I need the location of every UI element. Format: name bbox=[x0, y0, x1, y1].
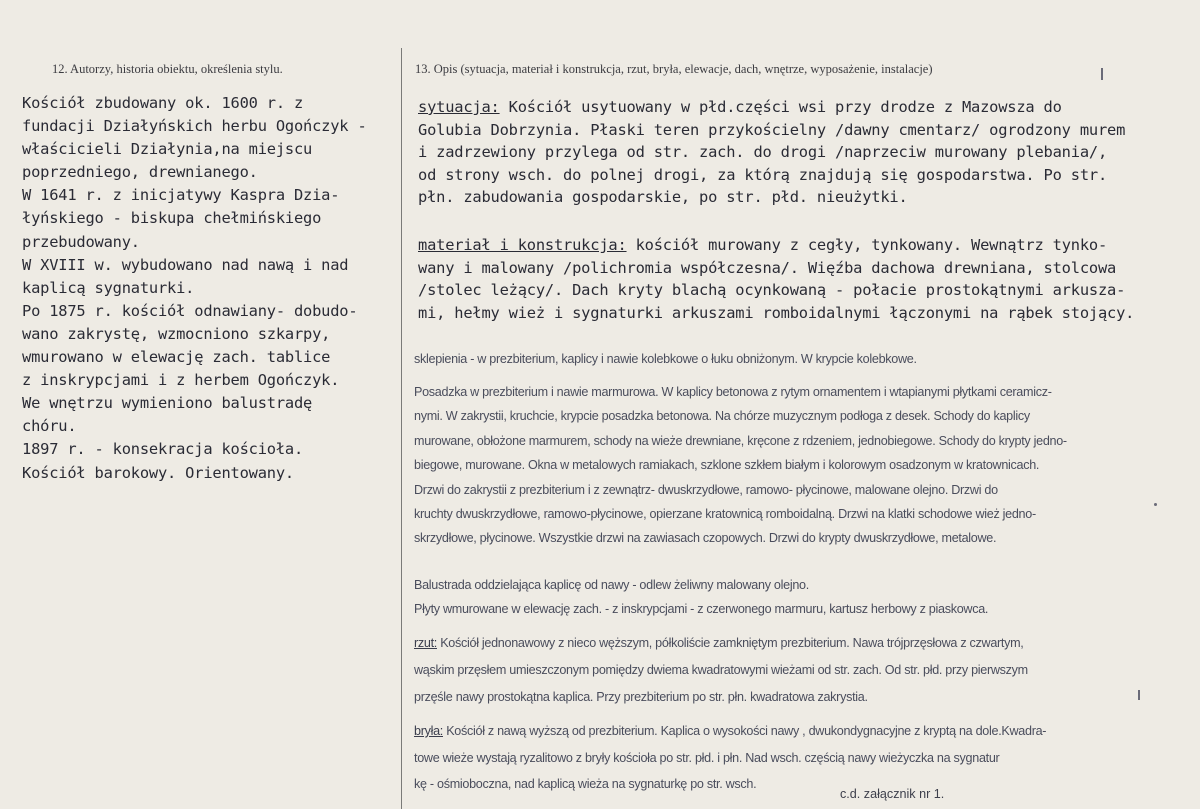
pen-mark bbox=[1101, 68, 1103, 80]
description-paragraph bbox=[414, 380, 1198, 551]
paragraph-line bbox=[414, 630, 1198, 657]
history-line: właścicieli Działynia,na miejscu bbox=[22, 140, 313, 159]
paragraph-line bbox=[418, 234, 1198, 257]
history-line: wmurowano w elewację zach. tablice bbox=[22, 348, 331, 367]
paragraph-line: nymi. W zakrystii, kruchcie, krypcie posadzka betonowa. Na chórze muzycznym podłoga z desek. Schody do kaplicy bbox=[414, 409, 1030, 424]
sytuacja-paragraph bbox=[418, 96, 1198, 209]
paragraph-line: od strony wsch. do polnej drogi, za którą znajdują się gospodarstwa. Po str. bbox=[418, 165, 1108, 184]
paragraph-line: towe wieże wystają ryzalitowo z bryły kościoła po str. płd. i płn. Nad wsch. częścią nawy wieżyczka na sygnatur bbox=[414, 750, 1000, 765]
paragraph-line: kę - ośmioboczna, nad kaplicą wieża na sygnaturkę po str. wsch. bbox=[414, 777, 757, 791]
line-text: kościół murowany z cegły, tynkowany. Wewnątrz tynko- bbox=[626, 236, 1108, 254]
line-text: Kościół z nawą wyższą od prezbiterium. Kaplica o wysokości nawy , dwukondygnacyjne z kryptą na dole.Kwadra- bbox=[443, 724, 1047, 738]
history-line: wano zakrystę, wzmocniono szkarpy, bbox=[22, 324, 331, 343]
paragraph-line: kruchty dwuskrzydłowe, ramowo-płycinowe, opierzane kratownicą romboidalną. Drzwi na klatki schodowe wież jedno- bbox=[414, 506, 1036, 521]
paragraph-line: i zadrzewiony przylega od str. zach. do drogi /naprzeciw murowany plebania/, bbox=[418, 143, 1108, 161]
history-line: Kościół zbudowany ok. 1600 r. z bbox=[22, 94, 304, 112]
paragraph-line: /stolec leżący/. Dach kryty blachą ocynkowaną - połacie prostokątnymi arkusza- bbox=[418, 281, 1126, 299]
paragraph-line: Drzwi do zakrystii z prezbiterium i z zewnątrz- dwuskrzydłowe, ramowo- płycinowe, malowane olejno. Drzwi do bbox=[414, 482, 998, 497]
section-label: bryła: bbox=[414, 724, 443, 738]
paragraph-line: biegowe, murowane. Okna w metalowych ramiakach, szklone szkłem białym i kolorowym osadzonym w kratownicach. bbox=[414, 458, 1040, 473]
history-line: W 1641 r. z inicjatywy Kaspra Dzia- bbox=[22, 186, 340, 205]
paragraph-line: wąskim przęsłem umieszczonym pomiędzy dwiema kwadratowymi wieżami od str. zach. Od str. płd. przy pierwszym bbox=[414, 663, 1028, 677]
history-line: W XVIII w. wybudowano nad nawą i nad bbox=[22, 255, 349, 274]
paragraph-line: skrzydłowe, płycinowe. Wszystkie drzwi na zawiasach czopowych. Drzwi do krypty dwuskrzydłowe, metalowe. bbox=[414, 531, 997, 546]
history-line: Kościół barokowy. Orientowany. bbox=[22, 463, 294, 482]
description-paragraph bbox=[414, 630, 1198, 711]
history-line: przebudowany. bbox=[22, 232, 140, 251]
paragraph-line bbox=[418, 96, 1198, 119]
paragraph-line: Balustrada oddzielająca kaplicę od nawy - odlew żeliwny malowany olejno. bbox=[414, 578, 809, 592]
column-divider bbox=[401, 48, 402, 809]
description-paragraph bbox=[414, 573, 1198, 621]
paragraph-line: sklepienia - w prezbiterium, kaplicy i nawie kolebkowe o łuku obniżonym. W krypcie kolebkowe. bbox=[414, 352, 917, 366]
pen-dot bbox=[1154, 503, 1157, 506]
paragraph-line bbox=[414, 718, 1198, 745]
description-paragraph bbox=[414, 718, 1198, 798]
continuation-note: c.d. załącznik nr 1. bbox=[840, 787, 945, 801]
line-text: Kościół usytuowany w płd.części wsi przy drodze z Mazowsza do bbox=[499, 98, 1062, 116]
history-line: We wnętrzu wymieniono balustradę bbox=[22, 394, 313, 413]
paragraph-line: przęśle nawy prostokątna kaplica. Przy prezbiterium po str. płn. kwadratowa zakrystia. bbox=[414, 690, 868, 704]
history-line: Po 1875 r. kościół odnawiany- dobudo- bbox=[22, 301, 358, 320]
description-paragraph bbox=[414, 348, 1198, 370]
section-13-header: 13. Opis (sytuacja, materiał i konstrukcja, rzut, bryła, elewacje, dach, wnętrze, wyposażenie, instalacje) bbox=[415, 62, 933, 76]
paragraph-line: Golubia Dobrzynia. Płaski teren przykościelny /dawny cmentarz/ ogrodzony murem bbox=[418, 120, 1126, 139]
section-label: sytuacja: bbox=[418, 98, 500, 116]
section-12-header: 12. Autorzy, historia obiektu, określenia stylu. bbox=[52, 62, 283, 76]
history-text bbox=[22, 92, 397, 485]
paragraph-line: murowane, obłożone marmurem, schody na wieże drewniane, kręcone z rdzeniem, jednobiegowe. Schody do krypty jedno- bbox=[414, 433, 1067, 448]
section-label: materiał i konstrukcja: bbox=[418, 236, 627, 254]
pen-mark bbox=[1138, 690, 1140, 700]
history-line: poprzedniego, drewnianego. bbox=[22, 163, 258, 182]
line-text: Kościół jednonawowy z nieco węższym, półkoliście zamkniętym prezbiterium. Nawa trójprzęsłowa z czwartym, bbox=[437, 636, 1024, 650]
history-line: chóru. bbox=[22, 417, 77, 436]
paragraph-line: Płyty wmurowane w elewację zach. - z inskrypcjami - z czerwonego marmuru, kartusz herbowy z piaskowca. bbox=[414, 602, 989, 616]
paragraph-line: mi, hełmy wież i sygnaturki arkuszami romboidalnymi łączonymi na rąbek stojący. bbox=[418, 303, 1135, 322]
history-line: z inskrypcjami i z herbem Ogończyk. bbox=[22, 371, 340, 390]
history-line: kaplicą sygnaturki. bbox=[22, 278, 195, 297]
history-line: 1897 r. - konsekracja kościoła. bbox=[22, 440, 304, 459]
history-line: łyńskiego - biskupa chełmińskiego bbox=[22, 209, 322, 228]
paragraph-line: wany i malowany /polichromia współczesna/. Więźba dachowa drewniana, stolcowa bbox=[418, 258, 1117, 277]
paragraph-line: płn. zabudowania gospodarskie, po str. płd. nieużytki. bbox=[418, 188, 908, 206]
material-paragraph bbox=[418, 234, 1198, 324]
paragraph-line: Posadzka w prezbiterium i nawie marmurowa. W kaplicy betonowa z rytym ornamentem i wtapianymi płytkami ceramicz- bbox=[414, 385, 1052, 399]
history-line: fundacji Działyńskich herbu Ogończyk - bbox=[22, 117, 367, 136]
section-label: rzut: bbox=[414, 636, 437, 650]
